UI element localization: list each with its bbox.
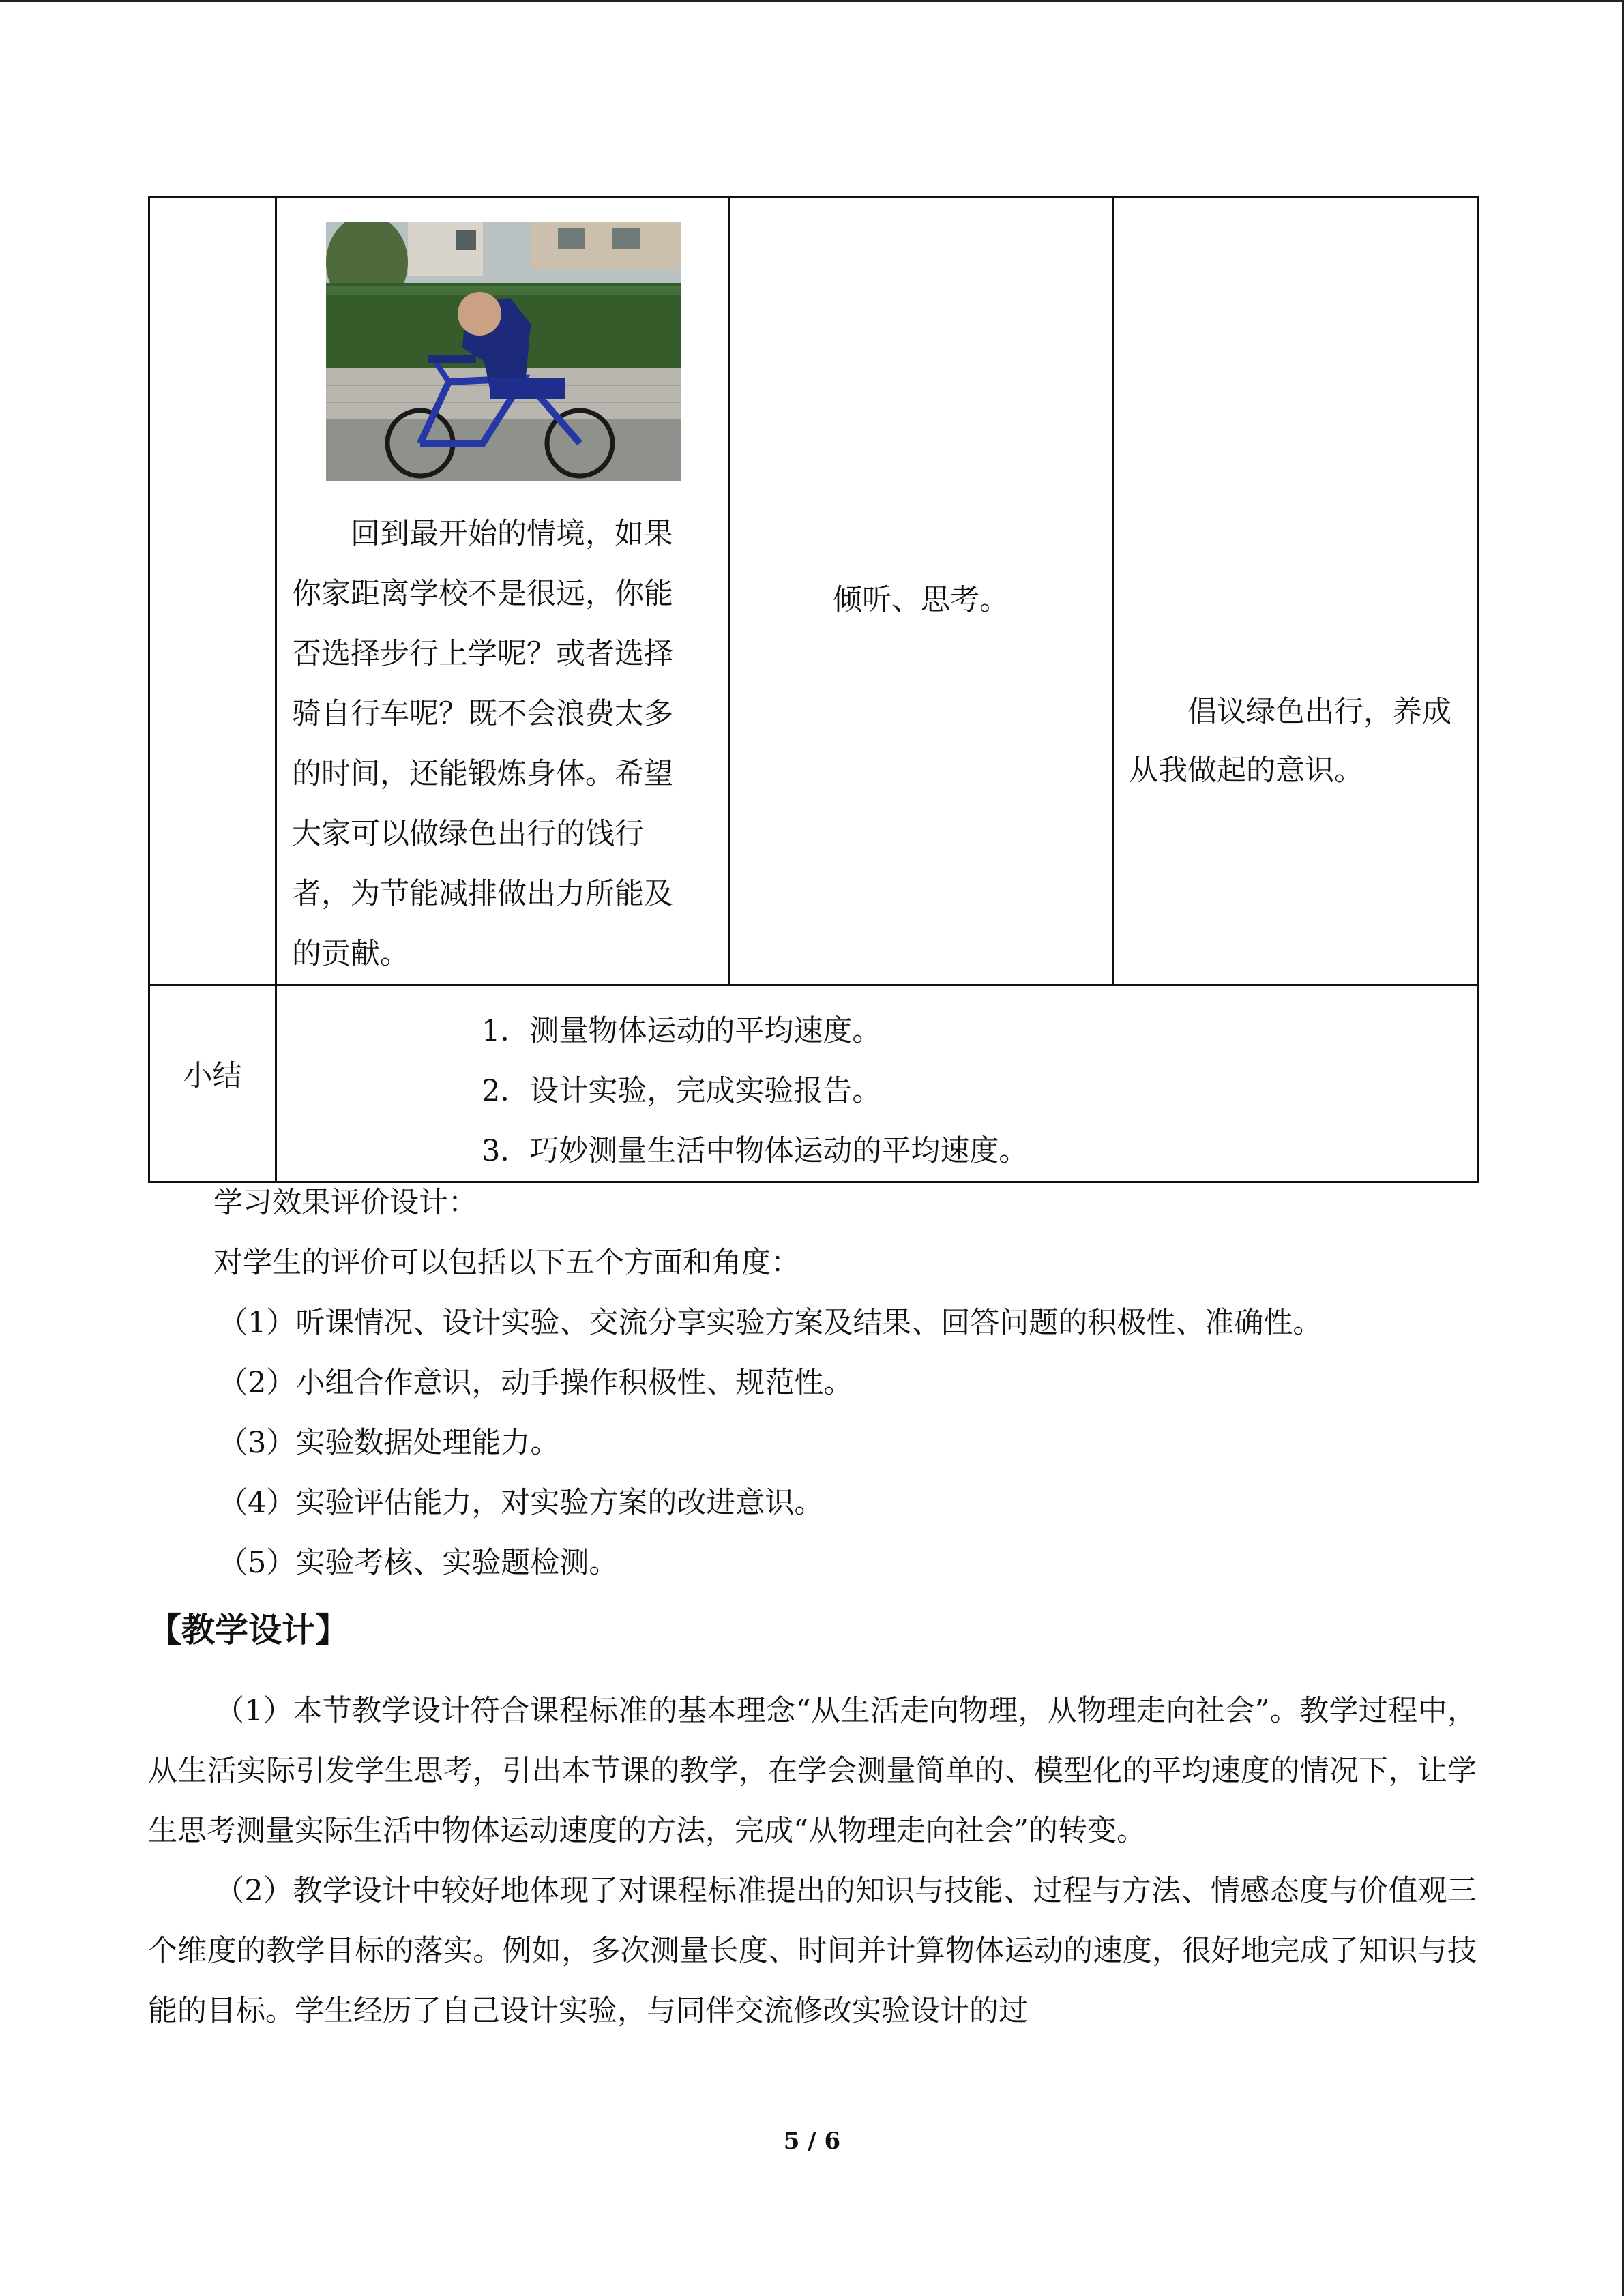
stage-cell [149, 198, 276, 985]
student-activity-text: 倾听、思考。 [833, 583, 1009, 617]
table-row [149, 198, 1478, 985]
evaluation-intro: 对学生的评价可以包括以下五个方面和角度： [213, 1246, 800, 1280]
design-intent-text: 倡议绿色出行，养成从我做起的意识。 [1129, 695, 1451, 788]
bicycle-photo [326, 222, 681, 481]
page-number: 5 / 6 [783, 2128, 841, 2155]
list-item: 3．巧妙测量生活中物体运动的平均速度。 [482, 1134, 1029, 1168]
student-activity-cell [729, 198, 1113, 985]
evaluation-item: （2）小组合作意识，动手操作积极性、规范性。 [218, 1366, 853, 1400]
evaluation-item: （1）听课情况、设计实验、交流分享实验方案及结果、回答问题的积极性、准确性。 [218, 1306, 1323, 1340]
design-intent-cell [1113, 198, 1478, 985]
design-paragraph: （2）教学设计中较好地体现了对课程标准提出的知识与技能、过程与方法、情感态度与价值观三个维度的教学目标的落实。例如，多次测量长度、时间并计算物体运动的速度，很好地完成了知识与技能的目标。学生经历了自己设计实验，与同伴交流修改实验设计的过 [148, 1874, 1477, 2028]
design-section [148, 1681, 1477, 2041]
evaluation-item: （4）实验评估能力，对实验方案的改进意识。 [218, 1486, 824, 1520]
section-title: 【教学设计】 [148, 1611, 349, 1650]
design-paragraph: （1）本节教学设计符合课程标准的基本理念“从生活走向物理，从物理走向社会”。教学过程中，从生活实际引发学生思考，引出本节课的教学，在学会测量简单的、模型化的平均速度的情况下，让学生思考测量实际生活中物体运动速度的方法，完成“从物理走向社会”的转变。 [148, 1694, 1477, 1848]
evaluation-item: （5）实验考核、实验题检测。 [218, 1546, 619, 1580]
summary-label: 小结 [183, 1059, 242, 1093]
teacher-activity-text: 回到最开始的情境，如果你家距离学校不是很远，你能否选择步行上学呢？或者选择骑自行车呢？既不会浪费太多的时间，还能锻炼身体。希望大家可以做绿色出行的饯行者，为节能减排做出力所能及的贡献。 [292, 517, 673, 971]
summary-content-cell [276, 985, 1478, 1182]
lesson-table [148, 196, 1479, 1183]
summary-label-cell [149, 985, 276, 1182]
evaluation-item: （3）实验数据处理能力。 [218, 1426, 560, 1460]
teacher-activity-cell [276, 198, 729, 985]
list-item: 2．设计实验，完成实验报告。 [482, 1074, 882, 1108]
table-row [149, 985, 1478, 1182]
evaluation-heading: 学习效果评价设计： [213, 1186, 477, 1220]
list-item: 1．测量物体运动的平均速度。 [482, 1014, 882, 1048]
page-top-border [0, 0, 1624, 2]
summary-list [277, 986, 1477, 1181]
evaluation-section [148, 1173, 1477, 1593]
